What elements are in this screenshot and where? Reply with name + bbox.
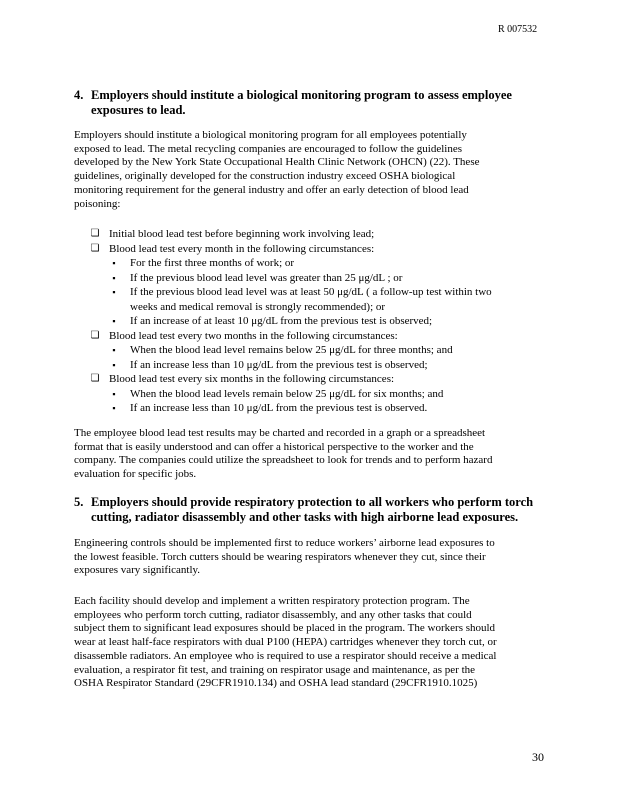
text-line: subject them to significant lead exposures should be placed in the program. The workers should [74,622,496,635]
text-line: wear at least half-face respirators with dual P100 (HEPA) cartridges whenever they torch cut, or [74,636,497,649]
square-bullet-icon: ▪ [112,316,116,326]
text-line: monitoring requirement for the general industry and offer an early detection of blood lead [74,183,469,196]
text-line: Each facility should develop and implement a written respiratory protection program. The [74,595,470,607]
checkbox-bullet-icon: ❏ [90,373,100,384]
text-line: poisoning: [74,197,121,210]
square-bullet-icon: ▪ [112,388,116,399]
checkbox-bullet-icon: ❏ [90,329,100,341]
section-4-intro-paragraph [74,129,550,211]
blood-lead-test-list [88,227,558,416]
text-line: exposures vary significantly. [74,564,201,577]
section-5-heading-line-2: cutting, radiator disassembly and other tasks with high airborne lead exposures. [91,510,519,524]
text-line: disassemble radiators. An employee who is required to use a respirator should receive a medical [74,649,497,662]
section-5-heading-line-1: Employers should provide respiratory protection to all workers who perform torch [91,495,534,509]
section-5-paragraph-2 [74,595,550,691]
sub-list-item: ▪ If the previous blood lead level was greater than 25 μg/dL ; or [88,271,558,286]
sub-list-item: ▪ If the previous blood lead level was at least 50 μg/dL ( a follow-up test within two [88,285,558,300]
sub-list-item: ▪ When the blood lead level remains below 25 μg/dL for three months; and [88,343,558,358]
text-line: OSHA Respirator Standard (29CFR1910.134) and OSHA lead standard (29CFR1910.1025) [74,677,478,690]
list-item: ❏ Blood lead test every month in the following circumstances: [88,242,558,257]
document-id: R 007532 [498,24,538,35]
section-4-closing-paragraph [74,427,550,482]
text-line: Engineering controls should be implemented first to reduce workers’ airborne lead exposures to [74,537,495,549]
text-line: guidelines, originally developed for the construction industry exceed OSHA biological [74,170,456,183]
text-line: The employee blood lead test results may be charted and recorded in a graph or a spreadsheet [74,427,486,439]
text-line: exposed to lead. The metal recycling companies are encouraged to follow the guidelines [74,142,463,155]
square-bullet-icon: ▪ [112,345,116,355]
section-4-heading-line-2: exposures to lead. [91,103,186,117]
text-line: evaluation, a respirator fit test, and training on respirator usage and maintenance, as per the [74,663,476,676]
section-4-heading [74,88,544,118]
text-line: employees who perform torch cutting, radiator disassembly, and any other tasks that could [74,608,472,621]
square-bullet-icon: ▪ [112,359,116,370]
section-4-number: 4. [74,88,84,102]
text-line: the lowest feasible. Torch cutters should be wearing respirators whenever they cut, since their [74,550,486,563]
text-line: Employers should institute a biological monitoring program for all employees potentially [74,129,467,141]
section-5-heading [74,495,544,525]
list-item: ❏ Initial blood lead test before beginning work involving lead; [88,227,558,242]
sub-list-item: ▪ For the first three months of work; or [88,256,558,271]
square-bullet-icon: ▪ [112,403,116,413]
text-line: evaluation for specific jobs. [74,468,197,481]
text-line: developed by the New York State Occupational Health Clinic Network (OHCN) (22). These [74,156,480,169]
section-4-heading-line-1: Employers should institute a biological monitoring program to assess employee [91,88,512,102]
square-bullet-icon: ▪ [112,258,116,268]
sub-list-item: ▪ When the blood lead levels remain below 25 μg/dL for six months; and [88,387,558,402]
sub-list-item: ▪ If an increase less than 10 μg/dL from the previous test is observed. [88,401,558,416]
square-bullet-icon: ▪ [112,287,116,297]
text-line: format that is easily understood and can offer a historical perspective to the worker and the [74,440,474,453]
list-item: ❏ Blood lead test every six months in the following circumstances: [88,372,558,387]
page-number: 30 [532,750,544,764]
checkbox-bullet-icon: ❏ [90,228,100,239]
sub-list-item: ▪ If an increase of at least 10 μg/dL from the previous test is observed; [88,314,558,329]
list-item: ❏ Blood lead test every two months in the following circumstances: [88,329,558,344]
sub-list-item: ▪ If an increase less than 10 μg/dL from the previous test is observed; [88,358,558,373]
section-5-paragraph-1 [74,537,550,578]
square-bullet-icon: ▪ [112,272,116,283]
checkbox-bullet-icon: ❏ [90,242,100,254]
text-line: company. The companies could utilize the spreadsheet to look for trends and to perform hazard [74,454,493,467]
section-5-number: 5. [74,495,84,509]
sub-list-item-continuation: weeks and medical removal is strongly recommended); or [130,300,386,313]
